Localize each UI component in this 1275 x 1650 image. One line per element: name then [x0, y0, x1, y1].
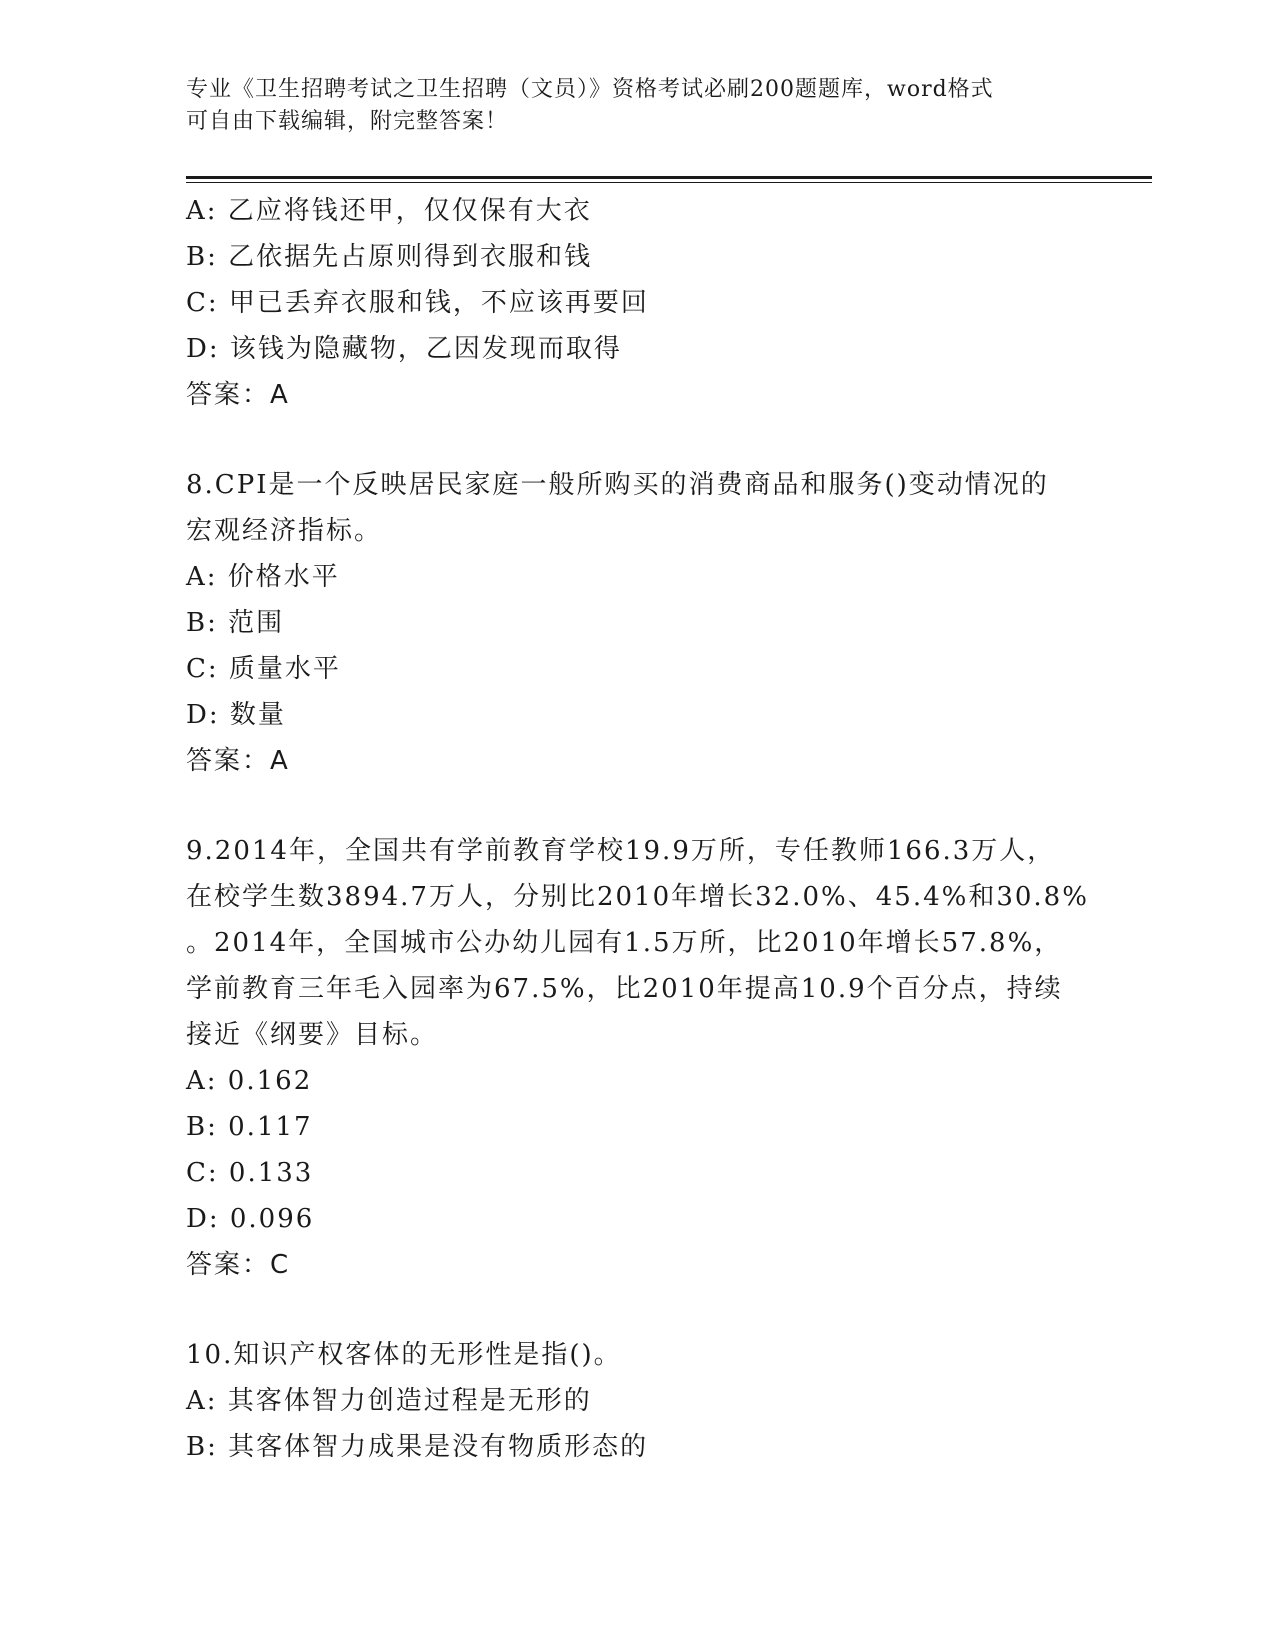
spacer [186, 418, 1086, 462]
option-d: D: 数量 [186, 700, 286, 730]
option-b: B: 0.117 [186, 1112, 313, 1142]
option-d: D: 0.096 [186, 1204, 315, 1234]
option-c: C: 甲已丢弃衣服和钱，不应该再要回 [186, 288, 649, 318]
stem-line: 学前教育三年毛入园率为67.5%，比2010年提高10.9个百分点，持续 [186, 974, 1063, 1004]
question-10-options [186, 1378, 1086, 1470]
question-content [186, 188, 1089, 1470]
option-a: A: 0.162 [186, 1066, 313, 1096]
question-7-answer: 答案：A [186, 380, 290, 410]
spacer [186, 784, 1086, 828]
stem-line: 。2014年，全国城市公办幼儿园有1.5万所，比2010年增长57.8%， [186, 928, 1063, 958]
document-header [186, 74, 1086, 138]
option-a: A: 乙应将钱还甲，仅仅保有大衣 [186, 196, 592, 226]
question-9-options [186, 1058, 1086, 1242]
option-b: B: 范围 [186, 608, 285, 638]
stem-line: 10.知识产权客体的无形性是指()。 [186, 1340, 622, 1370]
stem-line: 在校学生数3894.7万人，分别比2010年增长32.0%、45.4%和30.8% [186, 882, 1089, 912]
question-9-answer: 答案：C [186, 1250, 291, 1280]
option-a: A: 其客体智力创造过程是无形的 [186, 1386, 592, 1416]
stem-line: 接近《纲要》目标。 [186, 1020, 439, 1050]
question-9-stem [186, 828, 1089, 1058]
option-a: A: 价格水平 [186, 562, 340, 592]
spacer [186, 1288, 1086, 1332]
stem-line: 宏观经济指标。 [186, 516, 383, 546]
option-c: C: 0.133 [186, 1158, 314, 1188]
header-divider [186, 176, 1152, 183]
question-8-stem [186, 462, 1086, 554]
header-line-1: 专业《卫生招聘考试之卫生招聘（文员）》资格考试必刷200题题库，word格式 [186, 77, 994, 102]
question-10-stem [186, 1332, 1086, 1378]
option-b: B: 乙依据先占原则得到衣服和钱 [186, 242, 593, 272]
option-b: B: 其客体智力成果是没有物质形态的 [186, 1432, 649, 1462]
question-7-options [186, 188, 1086, 372]
question-8-options [186, 554, 1086, 738]
option-d: D: 该钱为隐藏物，乙因发现而取得 [186, 334, 622, 364]
header-line-2: 可自由下载编辑，附完整答案！ [186, 109, 509, 134]
question-8-answer: 答案：A [186, 746, 290, 776]
option-c: C: 质量水平 [186, 654, 341, 684]
stem-line: 8.CPI是一个反映居民家庭一般所购买的消费商品和服务()变动情况的 [186, 470, 1049, 500]
stem-line: 9.2014年，全国共有学前教育学校19.9万所，专任教师166.3万人， [186, 836, 1056, 866]
